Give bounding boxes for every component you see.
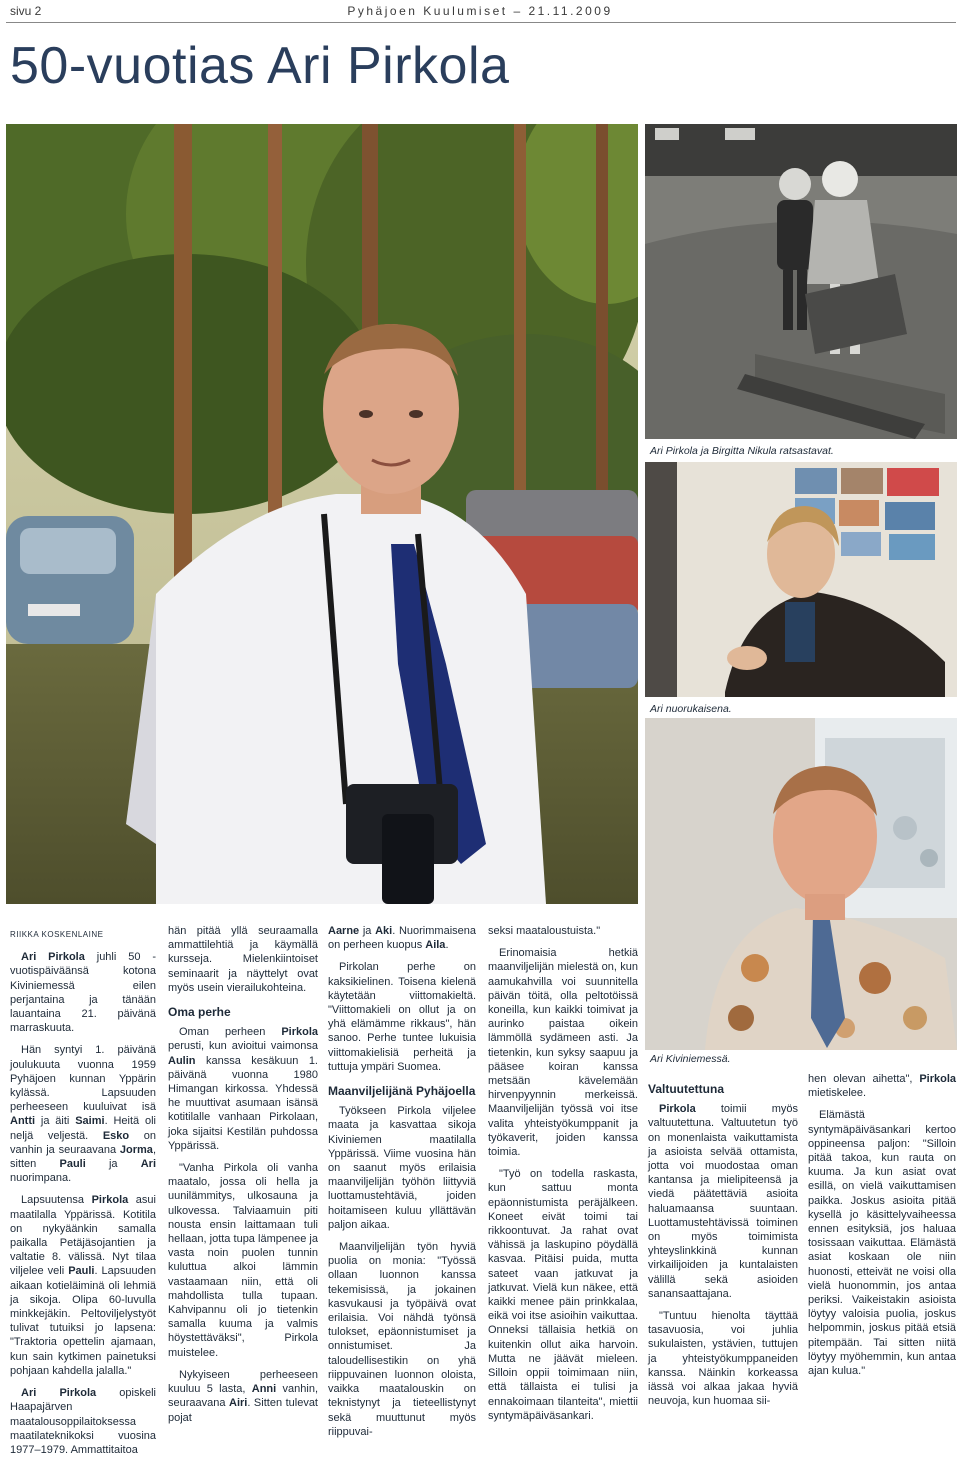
page-number: sivu 2 bbox=[10, 4, 42, 18]
young-photo bbox=[645, 462, 957, 697]
farming-good-sides-paragraph: Maanviljelijän työn hyviä puolia on monia: "Työssä ollaan luonnon kanssa tekemisissä, ja jokainen kasvukausi ja työpäivä ovat erilaisia. Voi nähdä työnsä tulokset, epäonnistumiset ja onnistumiset. Ja taloudellisestikin on yhä riippuvainen luonnon oloista, vaikka maatalouskin on teknistynyt ja tieteellistynyt sekä muuttunut myös riippuvai- bbox=[328, 1241, 476, 1438]
article-column-5 bbox=[648, 1072, 798, 1416]
article-column-4 bbox=[488, 924, 638, 1431]
sign-language-paragraph: Pirkolan perhe on kaksikielinen. Toisena kielenä käytetään viittomakieltä. "Viittomakieli on ollut ja on yhä elämämme rikkaus", hän sanoo. Perhe tuntee lukuisia viittomakielisiä perheitä ja tuttuja ympäri Suomea. bbox=[328, 961, 476, 1073]
header-rule bbox=[6, 22, 956, 23]
article-column-3 bbox=[328, 924, 476, 1447]
life-lessons-paragraph: Elämästä syntymäpäiväsankari kertoo oppineensa paljon: "Silloin pitää takoa, kun rauta on kuuma. Ja kun asiat ovat esillä, on vielä vaikuttamisen paikka. Joskus asioita pitää kysellä jo käsittelyvaiheessa ennen esityksiä, jos haluaa tosissaan vaikuttaa. Elämästä asiat koskaan ole niin huonosti, etteivät ne voisi olla vielä huonommin, jos antaa periksi. Vaikeistakin asioista löytyy valoisia puolia, joskus helpommin, joskus pitää etsiä pitempään. Tai sitten niitä löytyy myöhemmin, kun antaa ajan kulua." bbox=[808, 1109, 956, 1378]
farming-paragraph: Työkseen Pirkola viljelee maata ja kasvattaa sikoja Kiviniemen maatilalla Yppärissä. Viime vuosina hän on saanut myös erilaisia maanviljelijän työhön liittyviä luottamustehtäviä, joiden hoitamiseen kuluu yllättävän paljon aikaa. bbox=[328, 1105, 476, 1231]
training-paragraph: hän pitää yllä seuraamalla ammattilehtiä ja käymällä kursseja. Mielenkiintoiset seminaarit ja näyttelyt ovat myös usein vierailukohteina. bbox=[168, 925, 318, 994]
good-moments-paragraph: Erinomaisia hetkiä maanviljelijän mielestä on, kun aamukahvilla voi suunnitella päivän töitä, olla peltotöissä koneilla, kun kaikki toimivat ja aurinko paistaa oikein lämmöllä sydämeen asti. Ja tietenkin, kun syksy saapuu ja pääsee koiran kanssa metsään kävelemään hirvenpyynnin merkeissä. Maanviljelijän työssä voi itse valita yhteistyökumppanit ja työkaverit, joiden kanssa toimia. bbox=[488, 947, 638, 1159]
subheading-valtuutettuna: Valtuutettuna bbox=[648, 1082, 725, 1096]
childhood-photo-caption: Ari Pirkola ja Birgitta Nikula ratsastavat. bbox=[650, 445, 834, 457]
children-paragraph: Nykyiseen perheeseen kuuluu 5 lasta, Anni vanhin, seuraavana Airi. Sitten tulevat pojat bbox=[168, 1368, 318, 1424]
lead-paragraph: Ari Pirkola juhli 50 -vuotispäiväänsä kotona Kiviniemessä eilen perjantaina ja tänään lauantaina 21. päivänä marraskuuta. bbox=[10, 951, 156, 1035]
subsidies-paragraph: seksi maataloustuista." bbox=[488, 925, 601, 937]
young-photo-caption: Ari nuorukaisena. bbox=[650, 703, 732, 715]
councillor-paragraph: Pirkola toimii myös valtuutettuna. Valtuutetun työ on monenlaista vaikuttamista ja asioista selvää ottamista, jotta voi muodostaa oman kantansa ja mielipiteensä ja viedä päätettäviä asioita haluamaansa suuntaan. Luottamustehtävissä toiminen on myös toimimista yhteyslinkkinä kunnan virkailijoiden ja kuntalaisten välillä sekä asioiden sanansaattajana. bbox=[648, 1103, 798, 1300]
birthday-paragraph: "Tuntuu hienolta täyttää tasavuosia, voi juhlia sukulaisten, ystävien, tuttujen ja yhteistyökumppaneiden kanssa. Näinkin korkeassa iässä voi alkaa jakaa hyviä neuvoja, kun huomaa sii- bbox=[648, 1310, 798, 1408]
children-continued-paragraph: Aarne ja Aki. Nuorimmaisena on perheen kuopus Aila. bbox=[328, 925, 476, 952]
childhood-paragraph: Lapsuutensa Pirkola asui maatilalla Yppärissä. Kotitila on nykyäänkin samalla paikalla Petäjäsojantien ja valtatie 8. välissä. Nyt tilaa viljelee veli Pauli. Lapsuuden aikaan kotieläiminä oli lehmiä ja sikoja. Olipa 60-luvulla minkkejäkin. Peltoviljelystyöt tulivat tutuiksi jo lapsena: "Traktoria opettelin ajamaan, kun sain kytkimen painetuksi pohjaan kahdella jalalla." bbox=[10, 1194, 157, 1377]
page-title: 50-vuotias Ari Pirkola bbox=[10, 37, 510, 95]
education-paragraph: Ari Pirkola opiskeli Haapajärven maatalousoppilaitoksessa maatilateknikoksi vuosina 1977–1979. Ammattitaitoa bbox=[10, 1387, 156, 1456]
publication-line: Pyhäjoen Kuulumiset – 21.11.2009 bbox=[347, 4, 613, 18]
photo-credit: RIIKKA KOSKENLAINE bbox=[10, 930, 104, 939]
page-header bbox=[0, 0, 960, 24]
article-column-1 bbox=[10, 928, 156, 1465]
article-column-6 bbox=[808, 1072, 956, 1386]
family-paragraph: Hän syntyi 1. päivänä joulukuuta vuonna 1959 Pyhäjoen kunnan Yppärin kylässä. Lapsuuden perheeseen kuuluivat isä Antti ja äiti Saimi. Heitä oli neljä veljestä. Esko on vanhin ja seuraavana Jorma, sitten Pauli ja Ari nuorimpana. bbox=[10, 1044, 156, 1185]
subheading-maanviljelijana: Maanviljelijänä Pyhäjoella bbox=[328, 1084, 476, 1099]
childhood-photo bbox=[645, 124, 957, 439]
hard-work-paragraph: "Työ on todella raskasta, kun sattuu monta epäonnistumista peräjälkeen. Koneet eivät toimi tai rikkoontuvat. Ja rahat ovat vähissä ja laskupino pöydällä kasvaa. Pitäisi puida, mutta sateet vaan jatkuvat ja jatkuvat. Vielä kun näkee, että kaikki menee päin prinkkalaa, eikä voi itse asioihin vaikuttaa. Onneksi tällaisia hetkiä on kuitenkin ollut aika harvoin. Mutta ne jäävät mieleen. Silloin oppii toimimaan niin, että tällaista ei tulisi ja ennakoimaan tilanteita", miettii syntymäpäiväsankari. bbox=[488, 1168, 638, 1422]
kiviniemi-photo bbox=[645, 718, 957, 1050]
kiviniemi-photo-caption: Ari Kiviniemessä. bbox=[650, 1053, 731, 1065]
old-house-paragraph: "Vanha Pirkola oli vanha maatalo, jossa oli hella ja uunilämmitys, ulkosauna ja ulkovessa. Talviaamuin piti nousta ensin laittamaan tuli hellaan, jotta tupa lämpenee ja vasta noin puolen tunnin kuluttua alkoi lämmin vastaamaan niin, että oli mahdollista tulla tupaan. Kahvipannu oli jo tietenkin samalla kuuma ja valmis höystettäväksi", Pirkola muistelee. bbox=[168, 1162, 318, 1359]
reflection-paragraph: hen olevan aihetta", Pirkola mietiskelee. bbox=[808, 1073, 956, 1100]
main-portrait-photo bbox=[6, 124, 638, 904]
article-column-2 bbox=[168, 924, 318, 1433]
subheading-oma-perhe: Oma perhe bbox=[168, 1005, 231, 1020]
marriage-paragraph: Oman perheen Pirkola perusti, kun avioitui vaimonsa Aulin kanssa kesäkuun 1. päivänä vuonna 1980 Himangan kirkossa. Yhdessä he muuttivat asumaan isänsä kotitilalle vanhaan Pirkolaan, joka sijaitsi Kestilän puhdossa Yppärissä. bbox=[168, 1026, 318, 1152]
